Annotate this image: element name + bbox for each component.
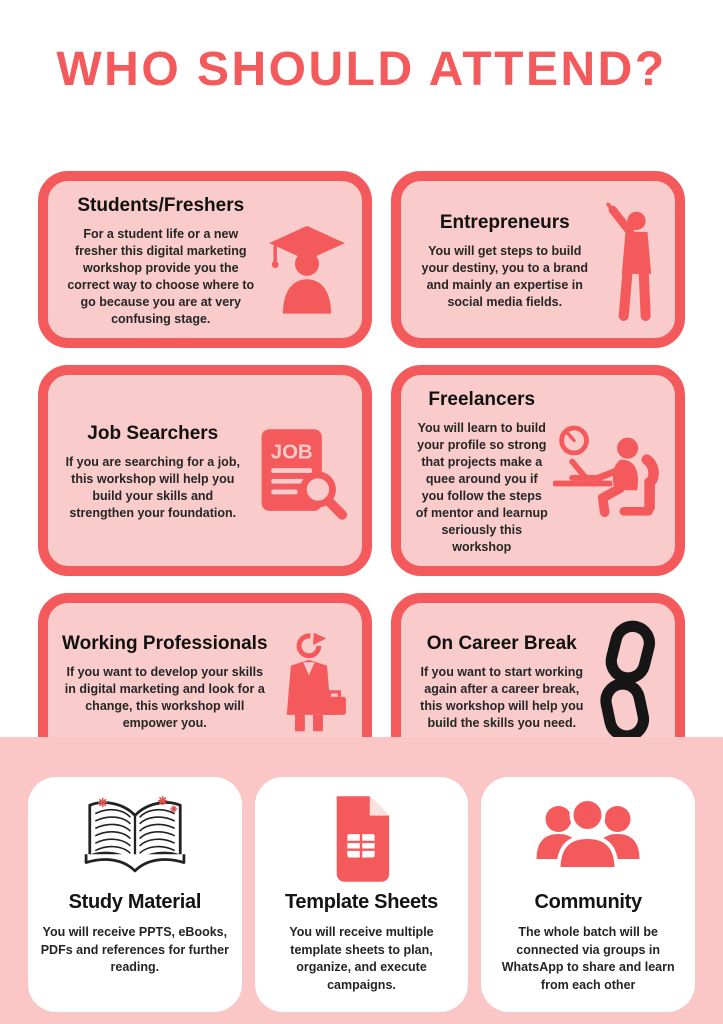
job-icon-label: JOB	[270, 440, 313, 463]
perk-body: You will receive multiple template sheets to plan, organize, and execute campaigns.	[289, 925, 434, 992]
perk-template-sheets	[255, 777, 469, 1012]
job-search-icon	[248, 424, 350, 522]
card-text-block	[415, 212, 595, 311]
audience-cards-grid	[38, 171, 685, 767]
perks-band	[0, 737, 723, 1024]
card-entrepreneurs	[391, 171, 685, 348]
perks-grid	[28, 777, 695, 1012]
card-text-block	[62, 195, 260, 328]
graduate-icon	[264, 210, 350, 314]
open-book-icon	[75, 793, 195, 885]
card-body: If you are searching for a job, this workshop will help you build your skills and strengthen your foundation.	[65, 455, 240, 520]
card-freelancers	[391, 365, 685, 576]
perk-title: Study Material	[68, 891, 202, 913]
card-text-block	[415, 389, 549, 556]
card-title: Students/Freshers	[77, 195, 245, 216]
page-title: WHO SHOULD ATTEND?	[56, 43, 667, 96]
perk-study-material	[28, 777, 242, 1012]
card-title: Working Professionals	[62, 632, 268, 654]
card-text-block	[62, 633, 268, 732]
perk-body: The whole batch will be connected via groups in WhatsApp to share and learn from each other	[501, 925, 675, 992]
card-title: Freelancers	[428, 389, 536, 410]
card-body: You will learn to build your profile so strong that projects make a quee around you if you follow the steps of mentor and learnup seriously this workshop	[415, 421, 548, 554]
perk-body: You will receive PPTS, eBooks, PDFs and references for further reading.	[40, 925, 229, 974]
people-group-icon	[530, 793, 646, 885]
card-body: If you want to develop your skills in digital marketing and look for a change, this workshop will empower you.	[64, 664, 265, 730]
chain-links-icon	[593, 617, 663, 747]
card-body: You will get steps to build your destiny, you to a brand and mainly an expertise in social media fields.	[421, 244, 588, 309]
perk-title: Community	[534, 891, 642, 913]
perk-title: Template Sheets	[285, 891, 438, 913]
freelancer-desk-icon	[553, 421, 663, 525]
card-body: If you want to start working again after a career break, this workshop will help you build the skills you need.	[420, 664, 584, 730]
professional-briefcase-icon	[272, 623, 350, 741]
card-title: Job Searchers	[87, 423, 219, 444]
perk-community	[481, 777, 695, 1012]
card-students-freshers	[38, 171, 372, 348]
card-body: For a student life or a new fresher this digital marketing workshop provide you the correct way to choose where to go because you are at very confusing stage.	[67, 227, 255, 326]
card-title: Entrepreneurs	[439, 212, 570, 233]
card-text-block	[62, 423, 244, 522]
card-title: On Career Break	[426, 632, 577, 654]
card-job-searchers	[38, 365, 372, 576]
presenter-man-icon	[599, 196, 663, 328]
card-text-block	[415, 633, 589, 732]
spreadsheet-icon	[327, 793, 395, 885]
